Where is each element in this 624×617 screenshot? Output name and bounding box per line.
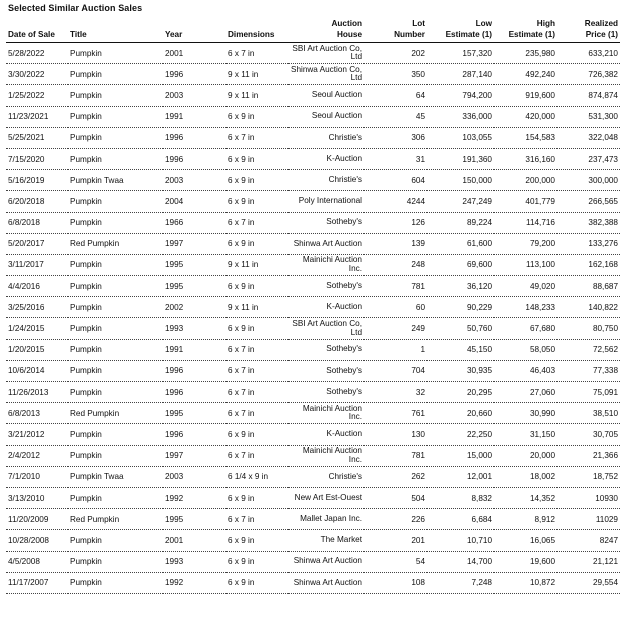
cell-realized-price: 21,366 (557, 445, 620, 466)
cell-date: 3/30/2022 (6, 64, 68, 85)
cell-date: 3/11/2017 (6, 254, 68, 275)
cell-lot-number: 32 (364, 382, 427, 403)
cell-title: Red Pumpkin (68, 233, 163, 254)
cell-high-estimate: 30,990 (494, 403, 557, 424)
cell-date: 11/20/2009 (6, 509, 68, 530)
cell-lot-number: 604 (364, 170, 427, 191)
cell-lot-number: 306 (364, 127, 427, 148)
cell-dimensions: 6 x 9 in (226, 276, 288, 297)
cell-realized-price: 8247 (557, 530, 620, 551)
cell-high-estimate: 316,160 (494, 148, 557, 169)
cell-auction-house: Shinwa Art Auction (288, 572, 364, 593)
cell-low-estimate: 103,055 (427, 127, 494, 148)
cell-high-estimate: 401,779 (494, 191, 557, 212)
cell-realized-price: 531,300 (557, 106, 620, 127)
cell-dimensions: 9 x 11 in (226, 254, 288, 275)
cell-year: 2003 (163, 466, 226, 487)
table-row (6, 276, 620, 297)
cell-title: Pumpkin (68, 191, 163, 212)
table-row (6, 254, 620, 275)
cell-low-estimate: 50,760 (427, 318, 494, 339)
header-year: Year (163, 16, 226, 43)
cell-dimensions: 6 x 7 in (226, 445, 288, 466)
cell-year: 1996 (163, 382, 226, 403)
cell-date: 11/23/2021 (6, 106, 68, 127)
cell-title: Pumpkin (68, 43, 163, 64)
cell-date: 7/1/2010 (6, 466, 68, 487)
cell-date: 2/4/2012 (6, 445, 68, 466)
cell-lot-number: 704 (364, 360, 427, 381)
cell-date: 1/24/2015 (6, 318, 68, 339)
cell-lot-number: 226 (364, 509, 427, 530)
cell-low-estimate: 20,295 (427, 382, 494, 403)
header-auction-house-line2: House (336, 30, 362, 39)
cell-realized-price: 21,121 (557, 551, 620, 572)
cell-date: 1/20/2015 (6, 339, 68, 360)
cell-title: Pumpkin (68, 487, 163, 508)
cell-year: 1996 (163, 148, 226, 169)
cell-dimensions: 6 x 7 in (226, 403, 288, 424)
cell-high-estimate: 420,000 (494, 106, 557, 127)
cell-year: 2003 (163, 85, 226, 106)
cell-low-estimate: 22,250 (427, 424, 494, 445)
cell-year: 1996 (163, 64, 226, 85)
cell-dimensions: 6 x 9 in (226, 233, 288, 254)
header-realized-price (557, 16, 620, 43)
header-auction-house (288, 16, 364, 43)
cell-realized-price: 18,752 (557, 466, 620, 487)
cell-title: Pumpkin (68, 339, 163, 360)
cell-date: 5/16/2019 (6, 170, 68, 191)
header-low-line2: Estimate (1) (445, 30, 492, 39)
cell-date: 11/26/2013 (6, 382, 68, 403)
cell-year: 1997 (163, 233, 226, 254)
cell-realized-price: 30,705 (557, 424, 620, 445)
cell-auction-house: Sotheby's (288, 276, 364, 297)
cell-realized-price: 72,562 (557, 339, 620, 360)
cell-low-estimate: 20,660 (427, 403, 494, 424)
cell-low-estimate: 150,000 (427, 170, 494, 191)
cell-auction-house: SBI Art Auction Co, Ltd (288, 318, 364, 339)
cell-realized-price: 38,510 (557, 403, 620, 424)
cell-title: Red Pumpkin (68, 403, 163, 424)
cell-title: Pumpkin (68, 212, 163, 233)
cell-year: 2003 (163, 170, 226, 191)
cell-date: 10/28/2008 (6, 530, 68, 551)
cell-high-estimate: 58,050 (494, 339, 557, 360)
cell-dimensions: 6 x 7 in (226, 360, 288, 381)
table-row (6, 85, 620, 106)
table-row (6, 572, 620, 593)
table-row (6, 360, 620, 381)
cell-date: 5/28/2022 (6, 43, 68, 64)
cell-auction-house: Seoul Auction (288, 106, 364, 127)
cell-low-estimate: 89,224 (427, 212, 494, 233)
cell-low-estimate: 36,120 (427, 276, 494, 297)
cell-title: Pumpkin (68, 551, 163, 572)
cell-high-estimate: 492,240 (494, 64, 557, 85)
cell-year: 1993 (163, 318, 226, 339)
cell-dimensions: 6 x 7 in (226, 382, 288, 403)
table-row (6, 297, 620, 318)
cell-lot-number: 108 (364, 572, 427, 593)
cell-high-estimate: 27,060 (494, 382, 557, 403)
cell-realized-price: 726,382 (557, 64, 620, 85)
header-auction-house-line1: Auction (331, 19, 362, 28)
cell-date: 6/8/2018 (6, 212, 68, 233)
cell-year: 2004 (163, 191, 226, 212)
cell-high-estimate: 154,583 (494, 127, 557, 148)
header-price-line1: Realized (584, 19, 618, 28)
cell-dimensions: 6 x 7 in (226, 212, 288, 233)
auction-sales-table (6, 16, 620, 594)
cell-high-estimate: 200,000 (494, 170, 557, 191)
cell-auction-house: Sotheby's (288, 339, 364, 360)
table-row (6, 318, 620, 339)
cell-realized-price: 88,687 (557, 276, 620, 297)
cell-year: 2001 (163, 530, 226, 551)
cell-dimensions: 6 x 9 in (226, 318, 288, 339)
cell-auction-house: K-Auction (288, 148, 364, 169)
cell-realized-price: 237,473 (557, 148, 620, 169)
cell-date: 3/13/2010 (6, 487, 68, 508)
cell-realized-price: 29,554 (557, 572, 620, 593)
cell-date: 4/4/2016 (6, 276, 68, 297)
cell-year: 1996 (163, 424, 226, 445)
cell-low-estimate: 157,320 (427, 43, 494, 64)
cell-realized-price: 140,822 (557, 297, 620, 318)
cell-high-estimate: 31,150 (494, 424, 557, 445)
cell-title: Pumpkin (68, 254, 163, 275)
cell-low-estimate: 247,249 (427, 191, 494, 212)
cell-lot-number: 130 (364, 424, 427, 445)
cell-title: Pumpkin (68, 106, 163, 127)
cell-low-estimate: 6,684 (427, 509, 494, 530)
cell-auction-house: Sotheby's (288, 360, 364, 381)
header-price-line2: Price (1) (585, 30, 618, 39)
cell-year: 2001 (163, 43, 226, 64)
cell-low-estimate: 10,710 (427, 530, 494, 551)
cell-dimensions: 6 x 9 in (226, 191, 288, 212)
table-row (6, 106, 620, 127)
cell-low-estimate: 45,150 (427, 339, 494, 360)
cell-high-estimate: 18,002 (494, 466, 557, 487)
cell-low-estimate: 336,000 (427, 106, 494, 127)
cell-realized-price: 75,091 (557, 382, 620, 403)
table-body (6, 43, 620, 594)
cell-year: 1995 (163, 276, 226, 297)
cell-lot-number: 504 (364, 487, 427, 508)
table-row (6, 233, 620, 254)
cell-year: 1995 (163, 403, 226, 424)
table-row (6, 445, 620, 466)
table-row (6, 551, 620, 572)
cell-realized-price: 874,874 (557, 85, 620, 106)
cell-lot-number: 64 (364, 85, 427, 106)
header-lot-line1: Lot (412, 19, 425, 28)
cell-dimensions: 9 x 11 in (226, 85, 288, 106)
cell-low-estimate: 14,700 (427, 551, 494, 572)
cell-year: 1995 (163, 509, 226, 530)
table-row (6, 487, 620, 508)
cell-high-estimate: 16,065 (494, 530, 557, 551)
cell-auction-house: Christie's (288, 466, 364, 487)
cell-auction-house: Shinwa Art Auction (288, 551, 364, 572)
header-low-line1: Low (475, 19, 492, 28)
cell-realized-price: 633,210 (557, 43, 620, 64)
table-row (6, 466, 620, 487)
cell-realized-price: 266,565 (557, 191, 620, 212)
table-row (6, 64, 620, 85)
cell-low-estimate: 69,600 (427, 254, 494, 275)
cell-realized-price: 322,048 (557, 127, 620, 148)
cell-dimensions: 6 x 9 in (226, 170, 288, 191)
cell-year: 1995 (163, 254, 226, 275)
cell-auction-house: Mainichi Auction Inc. (288, 445, 364, 466)
cell-low-estimate: 794,200 (427, 85, 494, 106)
cell-low-estimate: 7,248 (427, 572, 494, 593)
cell-auction-house: K-Auction (288, 424, 364, 445)
cell-dimensions: 6 1/4 x 9 in (226, 466, 288, 487)
cell-title: Pumpkin (68, 276, 163, 297)
table-row (6, 509, 620, 530)
cell-year: 1991 (163, 339, 226, 360)
cell-dimensions: 6 x 9 in (226, 530, 288, 551)
cell-high-estimate: 46,403 (494, 360, 557, 381)
cell-low-estimate: 15,000 (427, 445, 494, 466)
cell-lot-number: 1 (364, 339, 427, 360)
cell-year: 1992 (163, 572, 226, 593)
cell-high-estimate: 114,716 (494, 212, 557, 233)
cell-date: 3/25/2016 (6, 297, 68, 318)
header-title: Title (68, 16, 163, 43)
header-lot-number (364, 16, 427, 43)
cell-high-estimate: 67,680 (494, 318, 557, 339)
cell-lot-number: 4244 (364, 191, 427, 212)
cell-auction-house: Poly International (288, 191, 364, 212)
cell-title: Pumpkin (68, 64, 163, 85)
cell-year: 2002 (163, 297, 226, 318)
cell-title: Pumpkin (68, 445, 163, 466)
header-high-line1: High (536, 19, 555, 28)
cell-auction-house: Mainichi Auction Inc. (288, 403, 364, 424)
cell-realized-price: 133,276 (557, 233, 620, 254)
cell-lot-number: 781 (364, 445, 427, 466)
cell-title: Pumpkin Twaa (68, 466, 163, 487)
table-row (6, 170, 620, 191)
cell-high-estimate: 148,233 (494, 297, 557, 318)
cell-date: 10/6/2014 (6, 360, 68, 381)
header-low-estimate (427, 16, 494, 43)
cell-high-estimate: 10,872 (494, 572, 557, 593)
cell-date: 1/25/2022 (6, 85, 68, 106)
table-row (6, 403, 620, 424)
table-row (6, 424, 620, 445)
cell-auction-house: Sotheby's (288, 212, 364, 233)
cell-title: Pumpkin (68, 148, 163, 169)
cell-title: Pumpkin (68, 318, 163, 339)
cell-auction-house: Shinwa Art Auction (288, 233, 364, 254)
cell-title: Pumpkin Twaa (68, 170, 163, 191)
cell-dimensions: 6 x 9 in (226, 572, 288, 593)
cell-lot-number: 139 (364, 233, 427, 254)
cell-lot-number: 201 (364, 530, 427, 551)
table-row (6, 382, 620, 403)
cell-date: 5/25/2021 (6, 127, 68, 148)
cell-auction-house: Christie's (288, 170, 364, 191)
cell-title: Pumpkin (68, 530, 163, 551)
cell-year: 1991 (163, 106, 226, 127)
cell-auction-house: Seoul Auction (288, 85, 364, 106)
cell-high-estimate: 8,912 (494, 509, 557, 530)
cell-auction-house: Mainichi Auction Inc. (288, 254, 364, 275)
cell-date: 4/5/2008 (6, 551, 68, 572)
cell-date: 7/15/2020 (6, 148, 68, 169)
cell-lot-number: 31 (364, 148, 427, 169)
cell-title: Pumpkin (68, 424, 163, 445)
cell-realized-price: 10930 (557, 487, 620, 508)
cell-title: Pumpkin (68, 382, 163, 403)
cell-low-estimate: 90,229 (427, 297, 494, 318)
cell-dimensions: 6 x 7 in (226, 43, 288, 64)
table-row (6, 148, 620, 169)
cell-high-estimate: 14,352 (494, 487, 557, 508)
table-header-row (6, 16, 620, 43)
cell-year: 1966 (163, 212, 226, 233)
cell-date: 11/17/2007 (6, 572, 68, 593)
cell-low-estimate: 61,600 (427, 233, 494, 254)
cell-high-estimate: 919,600 (494, 85, 557, 106)
header-dimensions: Dimensions (226, 16, 288, 43)
cell-auction-house: The Market (288, 530, 364, 551)
cell-title: Pumpkin (68, 297, 163, 318)
cell-realized-price: 300,000 (557, 170, 620, 191)
cell-dimensions: 6 x 9 in (226, 551, 288, 572)
cell-title: Pumpkin (68, 85, 163, 106)
table-title: Selected Similar Auction Sales (8, 3, 143, 13)
header-lot-line2: Number (394, 30, 425, 39)
header-high-line2: Estimate (1) (508, 30, 555, 39)
cell-lot-number: 126 (364, 212, 427, 233)
table-row (6, 212, 620, 233)
cell-auction-house: New Art Est-Ouest (288, 487, 364, 508)
cell-title: Pumpkin (68, 127, 163, 148)
cell-lot-number: 249 (364, 318, 427, 339)
header-high-estimate (494, 16, 557, 43)
cell-high-estimate: 20,000 (494, 445, 557, 466)
cell-auction-house: Christie's (288, 127, 364, 148)
cell-title: Red Pumpkin (68, 509, 163, 530)
cell-title: Pumpkin (68, 572, 163, 593)
cell-year: 1992 (163, 487, 226, 508)
cell-date: 5/20/2017 (6, 233, 68, 254)
cell-low-estimate: 191,360 (427, 148, 494, 169)
cell-realized-price: 11029 (557, 509, 620, 530)
cell-high-estimate: 79,200 (494, 233, 557, 254)
header-date: Date of Sale (6, 16, 68, 43)
table-row (6, 339, 620, 360)
cell-auction-house: Sotheby's (288, 382, 364, 403)
cell-high-estimate: 49,020 (494, 276, 557, 297)
cell-realized-price: 382,388 (557, 212, 620, 233)
cell-dimensions: 6 x 9 in (226, 148, 288, 169)
cell-year: 1997 (163, 445, 226, 466)
cell-realized-price: 77,338 (557, 360, 620, 381)
table-row (6, 530, 620, 551)
cell-high-estimate: 19,600 (494, 551, 557, 572)
cell-year: 1993 (163, 551, 226, 572)
table-row (6, 43, 620, 64)
cell-dimensions: 6 x 9 in (226, 106, 288, 127)
cell-lot-number: 761 (364, 403, 427, 424)
cell-dimensions: 6 x 7 in (226, 127, 288, 148)
cell-year: 1996 (163, 360, 226, 381)
cell-low-estimate: 8,832 (427, 487, 494, 508)
cell-lot-number: 45 (364, 106, 427, 127)
cell-lot-number: 350 (364, 64, 427, 85)
cell-dimensions: 6 x 9 in (226, 424, 288, 445)
cell-high-estimate: 113,100 (494, 254, 557, 275)
cell-auction-house: Mallet Japan Inc. (288, 509, 364, 530)
cell-date: 6/8/2013 (6, 403, 68, 424)
cell-title: Pumpkin (68, 360, 163, 381)
cell-realized-price: 80,750 (557, 318, 620, 339)
cell-realized-price: 162,168 (557, 254, 620, 275)
cell-lot-number: 248 (364, 254, 427, 275)
cell-low-estimate: 12,001 (427, 466, 494, 487)
cell-low-estimate: 287,140 (427, 64, 494, 85)
cell-dimensions: 6 x 7 in (226, 339, 288, 360)
cell-dimensions: 9 x 11 in (226, 64, 288, 85)
cell-lot-number: 781 (364, 276, 427, 297)
cell-dimensions: 6 x 9 in (226, 487, 288, 508)
cell-lot-number: 54 (364, 551, 427, 572)
cell-auction-house: Shinwa Auction Co, Ltd (288, 64, 364, 85)
table-row (6, 191, 620, 212)
cell-lot-number: 262 (364, 466, 427, 487)
cell-date: 6/20/2018 (6, 191, 68, 212)
cell-auction-house: K-Auction (288, 297, 364, 318)
cell-date: 3/21/2012 (6, 424, 68, 445)
cell-low-estimate: 30,935 (427, 360, 494, 381)
cell-dimensions: 6 x 7 in (226, 509, 288, 530)
cell-high-estimate: 235,980 (494, 43, 557, 64)
table-row (6, 127, 620, 148)
cell-dimensions: 9 x 11 in (226, 297, 288, 318)
cell-auction-house: SBI Art Auction Co, Ltd (288, 43, 364, 64)
cell-year: 1996 (163, 127, 226, 148)
cell-lot-number: 202 (364, 43, 427, 64)
cell-lot-number: 60 (364, 297, 427, 318)
